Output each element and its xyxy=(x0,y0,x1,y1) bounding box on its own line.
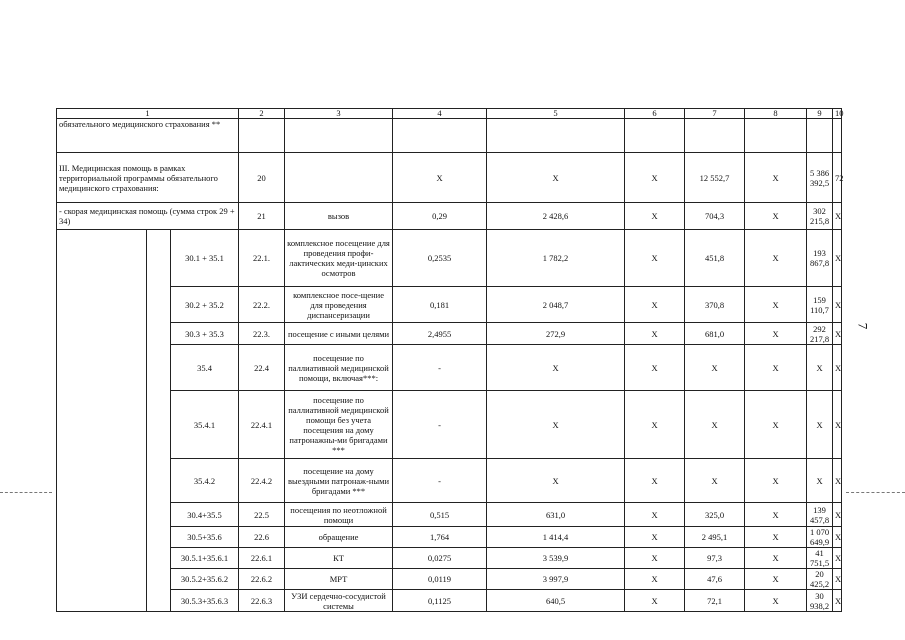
cell: 159 110,7 xyxy=(807,287,833,323)
cell: 1,764 xyxy=(393,527,487,548)
column-number-row xyxy=(57,109,842,119)
row-number: 22.3. xyxy=(239,323,285,345)
cell: X xyxy=(745,569,807,590)
cell: 2 495,1 xyxy=(685,527,745,548)
cell: 1 782,2 xyxy=(487,230,625,287)
cell: X xyxy=(685,345,745,391)
cell: 20 425,2 xyxy=(807,569,833,590)
cell: 97,3 xyxy=(685,548,745,569)
sum-rows: 30.5.3+35.6.3 xyxy=(171,590,239,612)
cell: - xyxy=(393,345,487,391)
cell: 2 048,7 xyxy=(487,287,625,323)
table-row xyxy=(57,527,842,548)
cell: 47,6 xyxy=(685,569,745,590)
cell: X xyxy=(833,548,842,569)
row-name: III. Медицинская помощь в рамках территориальной программы обязательного медицинского страхования: xyxy=(57,153,239,203)
col-header-1: 1 xyxy=(57,109,239,119)
table-row xyxy=(57,590,842,612)
cut-line-right xyxy=(846,492,905,493)
row-number: 22.4.2 xyxy=(239,459,285,503)
cell: X xyxy=(807,391,833,459)
cell: X xyxy=(487,153,625,203)
page-number: 7 xyxy=(855,322,871,330)
cell: X xyxy=(833,503,842,527)
sum-rows: 35.4.1 xyxy=(171,391,239,459)
cell: X xyxy=(833,287,842,323)
unit: посещение по паллиативной медицинской помощи без учета посещения на дому патронажны-ми бригадами *** xyxy=(285,391,393,459)
cell: X xyxy=(745,590,807,612)
cell: X xyxy=(745,503,807,527)
cell: X xyxy=(625,230,685,287)
cell: - xyxy=(393,391,487,459)
cell: 0,0119 xyxy=(393,569,487,590)
table-row xyxy=(57,569,842,590)
cell: X xyxy=(745,203,807,230)
ambulatory-label xyxy=(57,230,147,612)
cell: X xyxy=(745,548,807,569)
unit: комплексное посе-щение для проведения диспансеризации xyxy=(285,287,393,323)
cell: X xyxy=(625,203,685,230)
cell: X xyxy=(625,548,685,569)
cell: X xyxy=(833,345,842,391)
cell: X xyxy=(625,503,685,527)
cell: 272,9 xyxy=(487,323,625,345)
row-number: 22.1. xyxy=(239,230,285,287)
row-number: 22.2. xyxy=(239,287,285,323)
row-number: 22.6.1 xyxy=(239,548,285,569)
cell: X xyxy=(833,590,842,612)
col-header-3: 3 xyxy=(285,109,393,119)
cell: X xyxy=(745,391,807,459)
cell: X xyxy=(685,459,745,503)
unit: УЗИ сердечно-сосудистой системы xyxy=(285,590,393,612)
cell: X xyxy=(625,590,685,612)
cell: 370,8 xyxy=(685,287,745,323)
unit: комплексное посещение для проведения профи-лактических меди-цинских осмотров xyxy=(285,230,393,287)
cell: X xyxy=(625,391,685,459)
cell: X xyxy=(745,230,807,287)
col-header-2: 2 xyxy=(239,109,285,119)
row-number: 22.4.1 xyxy=(239,391,285,459)
sum-rows: 30.5.1+35.6.1 xyxy=(171,548,239,569)
sum-rows: 30.5+35.6 xyxy=(171,527,239,548)
cell: 193 867,8 xyxy=(807,230,833,287)
table-row xyxy=(57,119,842,153)
sum-rows: 35.4.2 xyxy=(171,459,239,503)
cell: 2,4955 xyxy=(393,323,487,345)
cell: X xyxy=(833,459,842,503)
row-number: 20 xyxy=(239,153,285,203)
sum-of-rows-label xyxy=(147,230,171,612)
cell: X xyxy=(833,391,842,459)
unit: посещение на дому выездными патронаж-ными бригадами *** xyxy=(285,459,393,503)
col-header-7: 7 xyxy=(685,109,745,119)
cell: X xyxy=(745,459,807,503)
sum-rows: 30.1 + 35.1 xyxy=(171,230,239,287)
cell: X xyxy=(685,391,745,459)
cell: 72 xyxy=(833,153,842,203)
cell: 30 938,2 xyxy=(807,590,833,612)
sum-rows: 35.4 xyxy=(171,345,239,391)
row-name: обязательного медицинского страхования ** xyxy=(57,119,239,153)
col-header-8: 8 xyxy=(745,109,807,119)
cell: X xyxy=(745,287,807,323)
col-header-6: 6 xyxy=(625,109,685,119)
row-number: 22.5 xyxy=(239,503,285,527)
cell: 631,0 xyxy=(487,503,625,527)
row-number: 22.4 xyxy=(239,345,285,391)
cell: - xyxy=(393,459,487,503)
cell: 1 070 649,9 xyxy=(807,527,833,548)
cell: X xyxy=(745,153,807,203)
cell: 0,0275 xyxy=(393,548,487,569)
unit: посещение по паллиативной медицинской помощи, включая***: xyxy=(285,345,393,391)
cell: 3 997,9 xyxy=(487,569,625,590)
cell: 2 428,6 xyxy=(487,203,625,230)
sum-rows: 30.3 + 35.3 xyxy=(171,323,239,345)
table-row xyxy=(57,459,842,503)
cell: 12 552,7 xyxy=(685,153,745,203)
table-row xyxy=(57,548,842,569)
row-number: 22.6 xyxy=(239,527,285,548)
cell: X xyxy=(487,459,625,503)
cell: X xyxy=(833,230,842,287)
cell: X xyxy=(625,569,685,590)
cut-line-left xyxy=(0,492,52,493)
unit: вызов xyxy=(285,203,393,230)
col-header-5: 5 xyxy=(487,109,625,119)
cell: 0,181 xyxy=(393,287,487,323)
cell: 292 217,8 xyxy=(807,323,833,345)
cell: X xyxy=(393,153,487,203)
cell: X xyxy=(625,527,685,548)
cell: X xyxy=(807,345,833,391)
table-row xyxy=(57,287,842,323)
row-name: - скорая медицинская помощь (сумма строк 29 + 34) xyxy=(57,203,239,230)
cell: X xyxy=(745,345,807,391)
cell: 451,8 xyxy=(685,230,745,287)
cell: X xyxy=(625,459,685,503)
table-row xyxy=(57,345,842,391)
unit: посещение с иными целями xyxy=(285,323,393,345)
cell: X xyxy=(833,203,842,230)
row-number: 22.6.2 xyxy=(239,569,285,590)
cell: X xyxy=(625,323,685,345)
cell: 3 539,9 xyxy=(487,548,625,569)
sum-rows: 30.4+35.5 xyxy=(171,503,239,527)
cell: 139 457,8 xyxy=(807,503,833,527)
sum-rows: 30.2 + 35.2 xyxy=(171,287,239,323)
table-row xyxy=(57,391,842,459)
cell: 5 386 392,5 xyxy=(807,153,833,203)
cell: 681,0 xyxy=(685,323,745,345)
cell: 640,5 xyxy=(487,590,625,612)
cell: 0,1125 xyxy=(393,590,487,612)
col-header-9: 9 xyxy=(807,109,833,119)
table-row xyxy=(57,503,842,527)
cell: 41 751,5 xyxy=(807,548,833,569)
unit: посещения по неотложной помощи xyxy=(285,503,393,527)
cell: 0,29 xyxy=(393,203,487,230)
cell: X xyxy=(625,345,685,391)
cell: X xyxy=(487,345,625,391)
cell: 1 414,4 xyxy=(487,527,625,548)
cell: X xyxy=(625,153,685,203)
cell: 0,515 xyxy=(393,503,487,527)
cell: X xyxy=(833,569,842,590)
cell: X xyxy=(745,527,807,548)
table-row xyxy=(57,203,842,230)
col-header-10: 10 xyxy=(833,109,842,119)
cell: 72,1 xyxy=(685,590,745,612)
cell: X xyxy=(745,323,807,345)
cell: X xyxy=(833,323,842,345)
cell: X xyxy=(807,459,833,503)
cell: X xyxy=(487,391,625,459)
cell: 704,3 xyxy=(685,203,745,230)
unit: МРТ xyxy=(285,569,393,590)
col-header-4: 4 xyxy=(393,109,487,119)
cell: X xyxy=(833,527,842,548)
table-row xyxy=(57,230,842,287)
table-row xyxy=(57,153,842,203)
cell: 0,2535 xyxy=(393,230,487,287)
cell: X xyxy=(625,287,685,323)
row-number: 21 xyxy=(239,203,285,230)
cell: 325,0 xyxy=(685,503,745,527)
unit: КТ xyxy=(285,548,393,569)
sum-rows: 30.5.2+35.6.2 xyxy=(171,569,239,590)
cell: 302 215,8 xyxy=(807,203,833,230)
medical-care-table xyxy=(56,108,842,612)
row-number: 22.6.3 xyxy=(239,590,285,612)
unit: обращение xyxy=(285,527,393,548)
table-row xyxy=(57,323,842,345)
